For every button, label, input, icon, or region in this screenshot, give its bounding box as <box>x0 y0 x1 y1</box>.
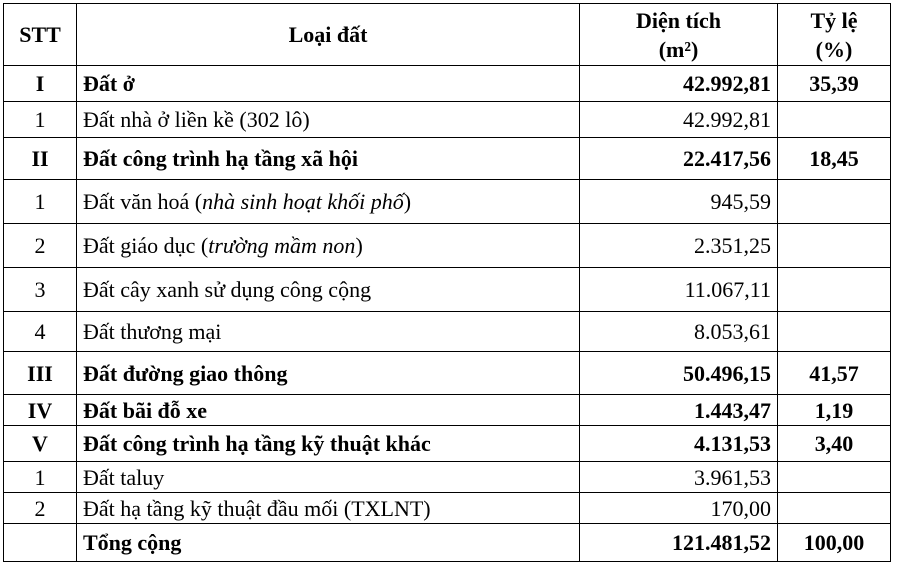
header-ty-le <box>778 4 891 66</box>
row-stt: V <box>4 426 77 462</box>
table-row <box>4 138 891 180</box>
row-ratio <box>778 180 891 224</box>
row-stt: II <box>4 138 77 180</box>
row-area: 945,59 <box>580 180 778 224</box>
row-name <box>77 180 580 224</box>
total-stt <box>4 524 77 562</box>
row-area: 3.961,53 <box>580 462 778 493</box>
row-name: Đất taluy <box>77 462 580 493</box>
row-name: Đất ở <box>77 66 580 102</box>
row-stt: 1 <box>4 462 77 493</box>
table-row <box>4 312 891 352</box>
total-ratio: 100,00 <box>778 524 891 562</box>
row-stt: 1 <box>4 102 77 138</box>
header-row <box>4 4 891 66</box>
row-area: 42.992,81 <box>580 102 778 138</box>
table-row <box>4 462 891 493</box>
header-stt: STT <box>4 4 77 66</box>
row-area: 170,00 <box>580 493 778 524</box>
row-ratio <box>778 462 891 493</box>
row-ratio <box>778 493 891 524</box>
header-dien-tich-line1: Diện tích <box>636 7 721 33</box>
table-row <box>4 426 891 462</box>
row-name-prefix: Đất văn hoá ( <box>83 189 203 214</box>
total-label: Tổng cộng <box>77 524 580 562</box>
row-name-italic: nhà sinh hoạt khối phố <box>202 189 404 214</box>
table-row <box>4 493 891 524</box>
row-name <box>77 224 580 268</box>
row-stt: 2 <box>4 224 77 268</box>
row-name: Đất đường giao thông <box>77 352 580 395</box>
row-area: 2.351,25 <box>580 224 778 268</box>
land-use-table <box>3 3 891 562</box>
header-dien-tich-line2: (m²) <box>658 36 699 62</box>
row-ratio <box>778 312 891 352</box>
row-ratio: 41,57 <box>778 352 891 395</box>
row-ratio: 1,19 <box>778 395 891 426</box>
row-name-prefix: Đất giáo dục ( <box>83 233 209 258</box>
row-stt: 2 <box>4 493 77 524</box>
header-loai-dat: Loại đất <box>77 4 580 66</box>
row-stt: 3 <box>4 268 77 312</box>
table-row <box>4 66 891 102</box>
row-area: 22.417,56 <box>580 138 778 180</box>
row-area: 42.992,81 <box>580 66 778 102</box>
row-stt: 1 <box>4 180 77 224</box>
row-stt: I <box>4 66 77 102</box>
header-dien-tich <box>580 4 778 66</box>
row-name: Đất bãi đỗ xe <box>77 395 580 426</box>
row-name: Đất thương mại <box>77 312 580 352</box>
table-row <box>4 268 891 312</box>
row-area: 50.496,15 <box>580 352 778 395</box>
row-name: Đất nhà ở liền kề (302 lô) <box>77 102 580 138</box>
row-name: Đất hạ tầng kỹ thuật đầu mối (TXLNT) <box>77 493 580 524</box>
row-name-italic: trường mầm non <box>208 233 356 258</box>
table-row <box>4 180 891 224</box>
row-area: 8.053,61 <box>580 312 778 352</box>
row-name-suffix: ) <box>403 189 412 214</box>
row-stt: III <box>4 352 77 395</box>
table-row <box>4 395 891 426</box>
row-ratio: 3,40 <box>778 426 891 462</box>
row-name: Đất công trình hạ tầng xã hội <box>77 138 580 180</box>
row-ratio: 18,45 <box>778 138 891 180</box>
row-name: Đất cây xanh sử dụng công cộng <box>77 268 580 312</box>
row-ratio: 35,39 <box>778 66 891 102</box>
header-ty-le-line2: (%) <box>815 36 853 62</box>
row-area: 1.443,47 <box>580 395 778 426</box>
row-stt: IV <box>4 395 77 426</box>
table-row <box>4 102 891 138</box>
table-row <box>4 224 891 268</box>
row-area: 11.067,11 <box>580 268 778 312</box>
row-area: 4.131,53 <box>580 426 778 462</box>
header-ty-le-line1: Tỷ lệ <box>810 7 858 33</box>
row-ratio <box>778 224 891 268</box>
total-row <box>4 524 891 562</box>
table-row <box>4 352 891 395</box>
total-area: 121.481,52 <box>580 524 778 562</box>
row-ratio <box>778 102 891 138</box>
row-name: Đất công trình hạ tầng kỹ thuật khác <box>77 426 580 462</box>
row-ratio <box>778 268 891 312</box>
row-name-suffix: ) <box>355 233 363 258</box>
row-stt: 4 <box>4 312 77 352</box>
